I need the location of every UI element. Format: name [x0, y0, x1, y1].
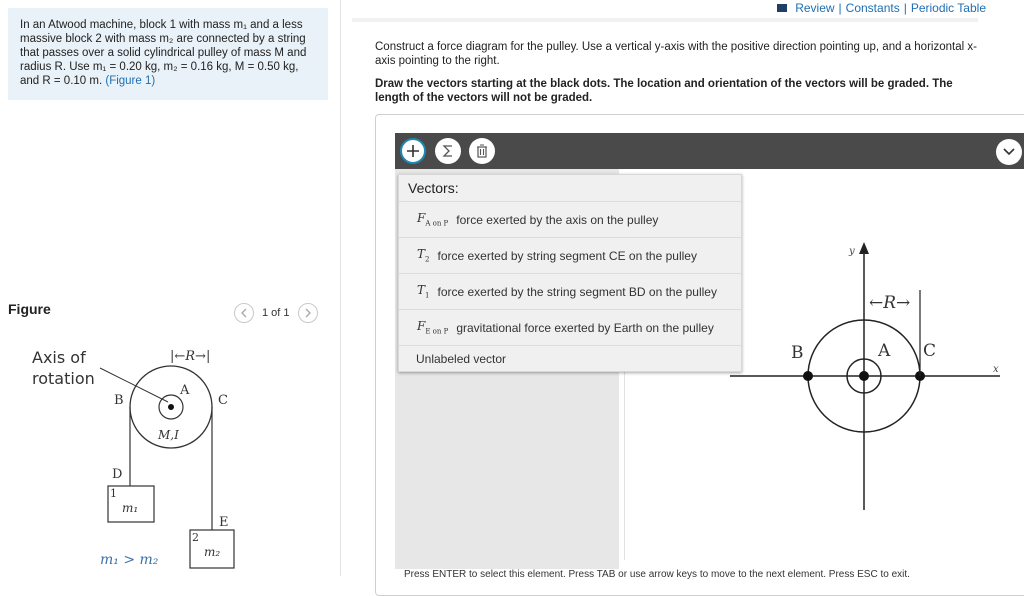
x-axis-label: x: [993, 364, 999, 375]
canvas-c-label: C: [923, 341, 937, 361]
plus-icon: [405, 143, 421, 159]
vector-option-t2[interactable]: [399, 237, 741, 273]
axis-pointer-line: [100, 368, 168, 402]
collapse-toggle[interactable]: [996, 139, 1022, 165]
pulley-center: [168, 404, 174, 410]
problem-text: In an Atwood machine, block 1 with mass m₁ and a less massive block 2 with mass m₂ are connected by a string that passes over a solid cylindrical pulley of mass M and radius R. Use m₁ = 0.20 kg, m₂ = 0.16 kg, M = 0.50 kg, and R = 0.10 m.: [20, 19, 307, 87]
vector-description: force exerted by the axis on the pulley: [456, 212, 659, 227]
block-1-mass: m₁: [122, 501, 139, 515]
fig-c-label: C: [218, 393, 228, 408]
vector-symbol: $F_{A on P}$: [417, 211, 449, 228]
chevron-down-icon: [1003, 148, 1015, 156]
vector-symbol: $T_1$: [417, 283, 430, 300]
y-axis-label: y: [849, 246, 855, 257]
chevron-right-icon: [304, 308, 312, 318]
header-divider: [352, 18, 978, 22]
pager-text: 1 of 1: [262, 307, 290, 319]
vector-symbol: $F_{E on P}$: [417, 319, 449, 336]
link-separator: |: [838, 1, 842, 15]
figure-link[interactable]: (Figure 1): [105, 75, 156, 87]
r-label: |←R→|: [170, 349, 211, 364]
vector-description: gravitational force exerted by Earth on the pulley: [456, 320, 714, 335]
vector-option-f-a-on-p[interactable]: [399, 201, 741, 237]
instructions: Construct a force diagram for the pulley. Use a vertical y-axis with the positive direction pointing up, and a horizontal x-axis pointing to the right.: [375, 41, 977, 67]
canvas-a-label: A: [878, 341, 891, 361]
periodic-table-link[interactable]: Periodic Table: [910, 1, 986, 15]
chevron-left-icon: [240, 308, 248, 318]
sum-button[interactable]: [435, 138, 461, 164]
review-link[interactable]: Review: [795, 1, 835, 15]
vectors-menu: [398, 174, 742, 372]
left-pane: [0, 0, 341, 576]
block-2-number: 2: [192, 531, 199, 544]
sigma-icon: [440, 143, 456, 159]
vector-description: force exerted by the string segment BD on the pulley: [437, 284, 717, 299]
problem-statement: [8, 8, 328, 100]
fig-b-label: B: [114, 393, 124, 408]
vector-option-f-e-on-p[interactable]: [399, 309, 741, 345]
resource-links: [777, 1, 986, 15]
mass-relation: m₁ > m₂: [100, 552, 159, 568]
canvas-r-label: ←R→: [869, 293, 911, 313]
trash-icon: [474, 143, 490, 159]
keyboard-hint: Press ENTER to select this element. Press TAB or use arrow keys to move to the next element. Press ESC to exit.: [404, 569, 910, 580]
vector-description: force exerted by string segment CE on the pulley: [437, 248, 697, 263]
vector-option-t1[interactable]: [399, 273, 741, 309]
block-1-number: 1: [110, 487, 117, 500]
y-axis-arrow: [859, 242, 869, 254]
fig-mi-label: M,I: [158, 428, 179, 442]
fig-e-label: E: [219, 515, 229, 530]
vector-option-unlabeled[interactable]: [399, 345, 741, 371]
atwood-figure: [20, 340, 260, 576]
fig-d-label: D: [112, 467, 123, 482]
constants-link[interactable]: Constants: [845, 1, 900, 15]
vectors-menu-title: Vectors:: [408, 180, 459, 196]
link-separator: |: [903, 1, 907, 15]
figure-pager: [234, 303, 318, 323]
vector-symbol: $T_2$: [417, 247, 430, 264]
next-figure-button[interactable]: [298, 303, 318, 323]
unlabeled-vector-label: Unlabeled vector: [416, 351, 507, 366]
point-a-dot[interactable]: [859, 371, 869, 381]
canvas-b-label: B: [791, 343, 804, 363]
figure-heading: Figure: [8, 301, 51, 317]
instructions-bold: Draw the vectors starting at the black dots. The location and orientation of the vectors will be graded. The length of the vectors will not be graded.: [375, 78, 953, 104]
delete-button[interactable]: [469, 138, 495, 164]
point-b-dot[interactable]: [803, 371, 813, 381]
axis-label-line1: Axis of: [32, 348, 86, 367]
book-icon: [777, 4, 787, 12]
add-vector-button[interactable]: [400, 138, 426, 164]
axis-label-line2: rotation: [32, 369, 95, 388]
fig-a-label: A: [180, 383, 190, 398]
prev-figure-button[interactable]: [234, 303, 254, 323]
block-2-mass: m₂: [204, 545, 221, 559]
